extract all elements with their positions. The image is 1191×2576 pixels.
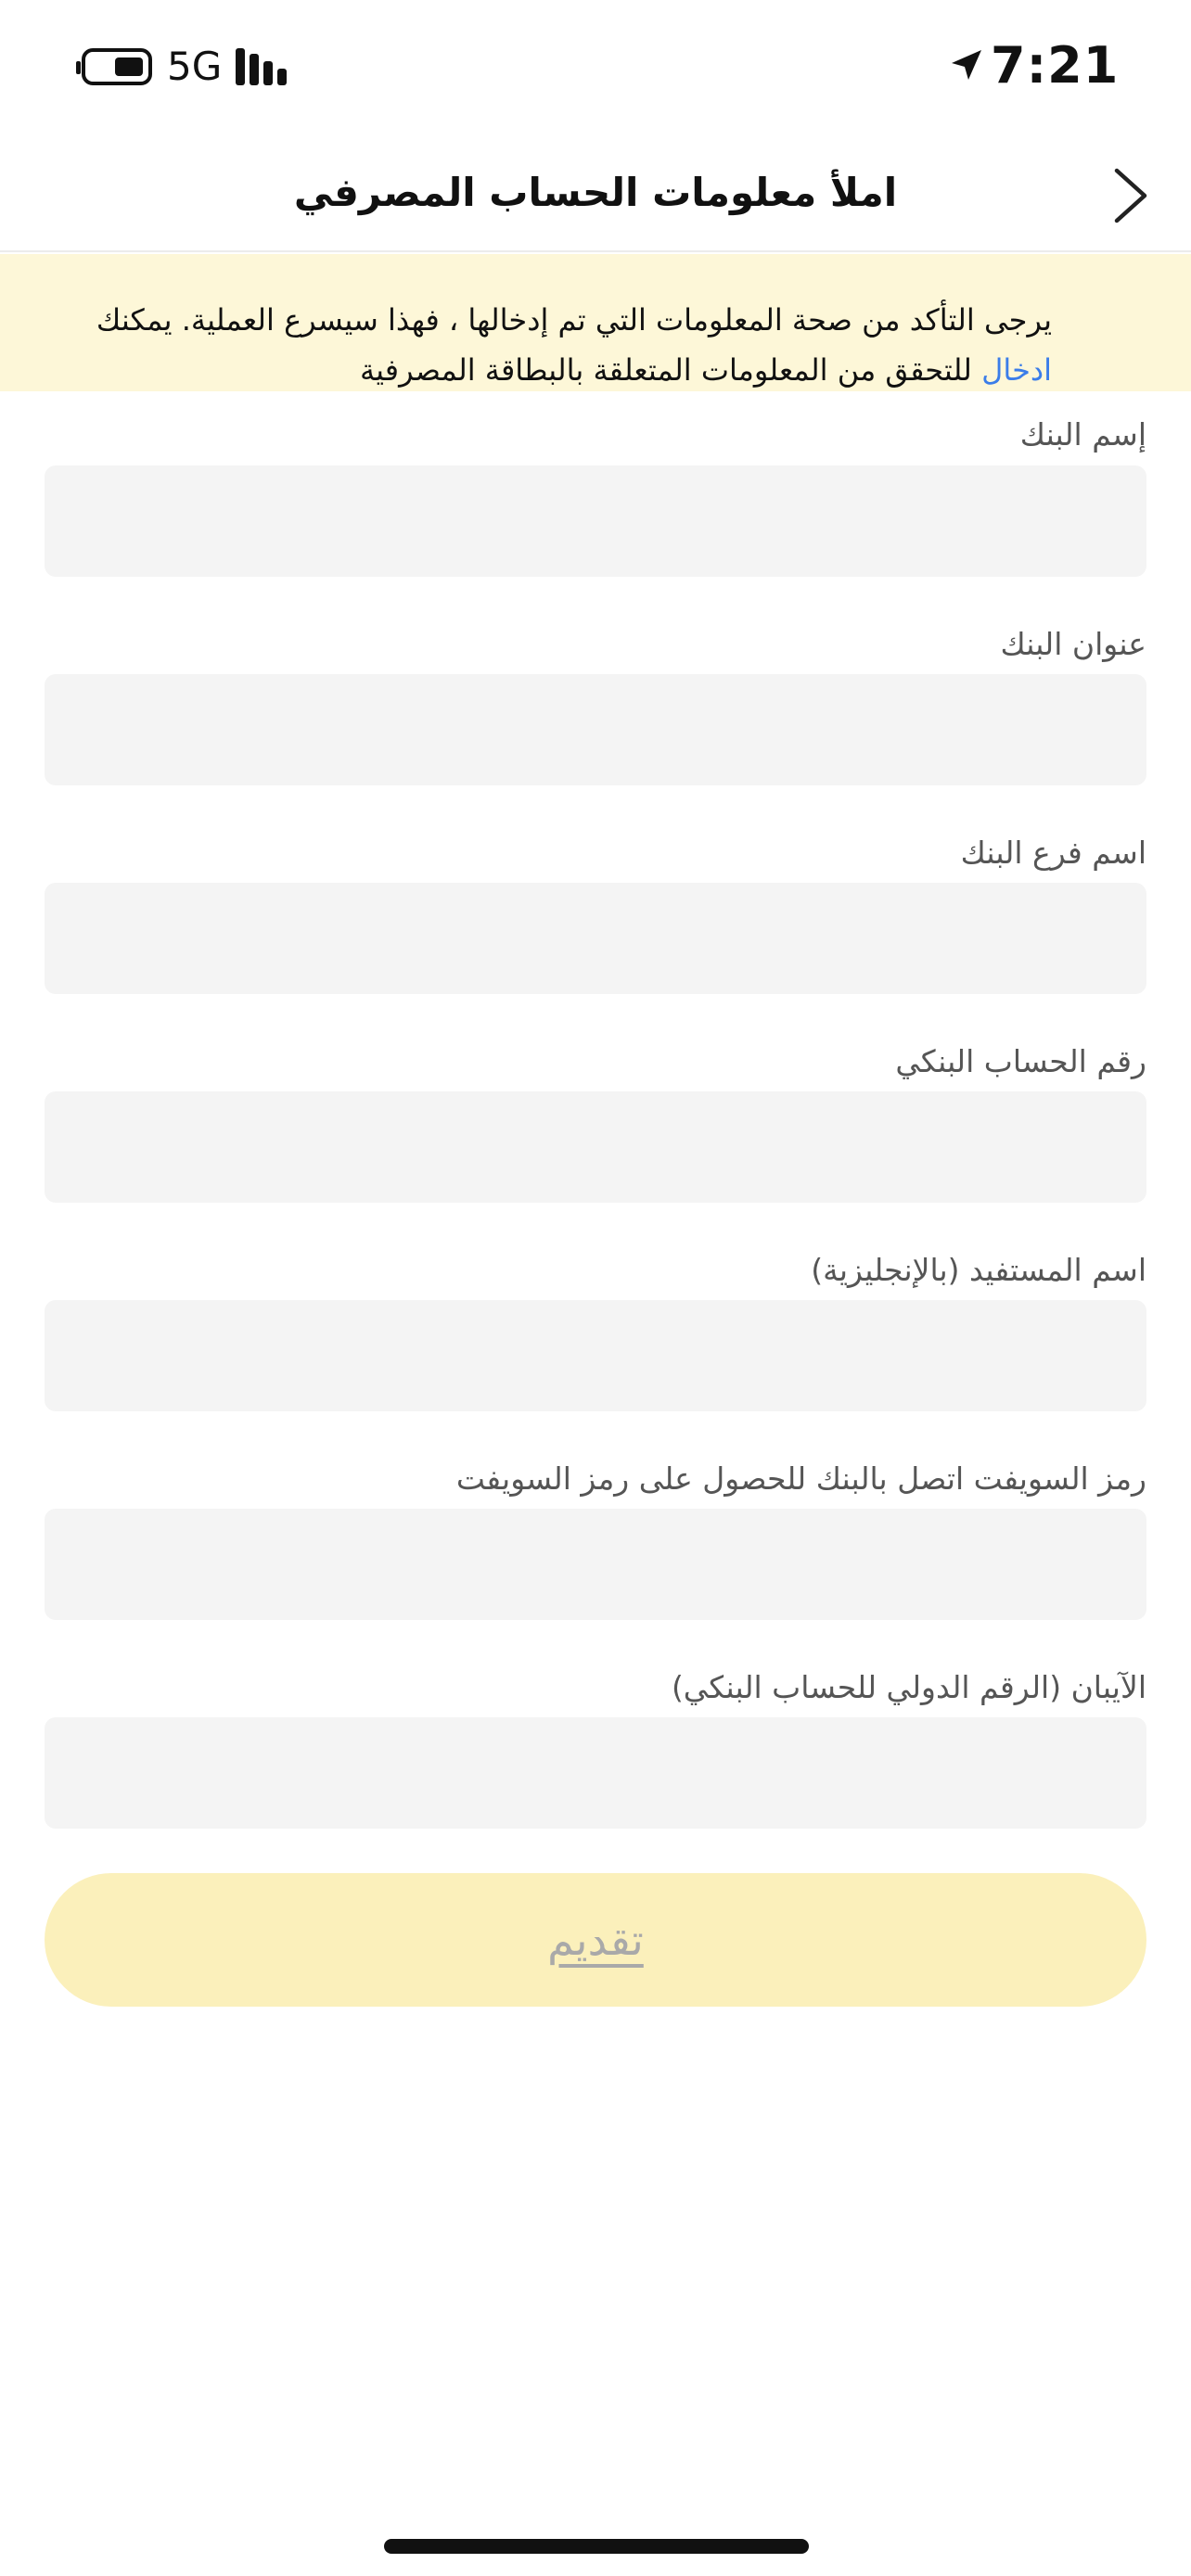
bank-name-label: إسم البنك (1019, 416, 1146, 453)
account-number-input[interactable] (45, 1091, 1146, 1203)
account-number-label: رقم الحساب البنكي (895, 1043, 1146, 1079)
page-header (0, 139, 1191, 252)
notice-text-after: للتحقق من المعلومات المتعلقة بالبطاقة المصرفية (359, 352, 982, 388)
branch-name-input[interactable] (45, 883, 1146, 994)
page-title: املأ معلومات الحساب المصرفي (293, 170, 898, 215)
beneficiary-name-input[interactable] (45, 1300, 1146, 1411)
bank-name-input[interactable] (45, 465, 1146, 577)
notice-link[interactable]: ادخال (981, 352, 1052, 388)
location-arrow-icon (948, 46, 985, 83)
signal-bars-icon (236, 48, 291, 85)
back-button[interactable] (1104, 163, 1159, 228)
status-bar (0, 0, 1191, 130)
swift-code-label: رمز السويفت اتصل بالبنك للحصول على رمز السويفت (455, 1460, 1146, 1497)
bank-address-label: عنوان البنك (1000, 626, 1146, 662)
submit-button[interactable]: تقديم (45, 1873, 1146, 2007)
home-indicator[interactable] (384, 2539, 809, 2554)
info-notice (0, 254, 1191, 391)
iban-label: الآيبان (الرقم الدولي للحساب البنكي) (671, 1669, 1146, 1705)
beneficiary-name-label: اسم المستفيد (بالإنجليزية) (811, 1252, 1146, 1288)
iban-input[interactable] (45, 1717, 1146, 1829)
clock: 7:21 (991, 36, 1120, 95)
chevron-right-icon (1117, 171, 1145, 221)
branch-name-label: اسم فرع البنك (960, 835, 1146, 871)
battery-icon (82, 48, 152, 85)
notice-text: يرجى التأكد من صحة المعلومات التي تم إدخالها ، فهذا سيسرع العملية. يمكنك (96, 302, 1052, 338)
bank-address-input[interactable] (45, 674, 1146, 785)
network-type: 5G (167, 44, 223, 89)
swift-code-input[interactable] (45, 1509, 1146, 1620)
